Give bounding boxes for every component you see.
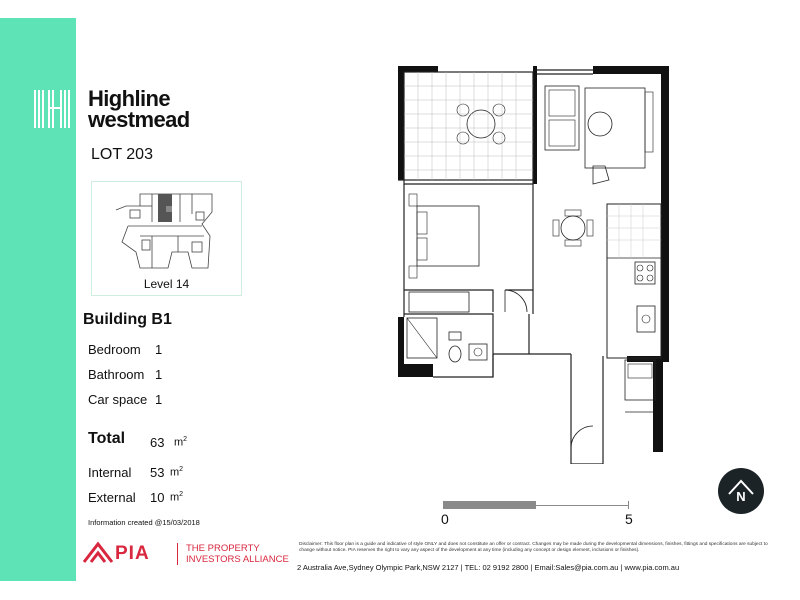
- area-external-unit: $m^2$: [170, 491, 184, 504]
- scale-end-label: 5: [625, 511, 633, 527]
- floor-plan: [395, 62, 670, 464]
- pia-divider: [177, 543, 178, 565]
- pia-house-icon: [82, 540, 114, 569]
- area-total-label: Total: [88, 430, 126, 447]
- area-total-unit: $m^2$: [174, 436, 188, 449]
- key-plan: [91, 181, 242, 296]
- spec-label-car-space: Car space: [88, 392, 148, 407]
- disclaimer: Disclaimer: This floor plan is a guide and indicative of style ONLY and does not constitute an offer or contract. Changes may be made during the developmental dimensions, finishes, fittings and specifications are subject to change without notice. PIA reserves the right to vary any aspect of the development at any time (including any concept or design element, inclusions or finishes).: [299, 542, 768, 553]
- building-name: Building B1: [83, 311, 172, 328]
- spec-value-bedroom: 1: [155, 342, 163, 357]
- area-total-value: 63: [150, 435, 165, 450]
- highline-logo-icon: [34, 90, 72, 128]
- north-letter: N: [736, 489, 746, 504]
- area-internal-unit: $m^2$: [170, 466, 184, 479]
- spec-label-bedroom: Bedroom: [88, 342, 141, 357]
- area-internal-label: Internal: [88, 465, 132, 480]
- pia-logo-text: PIA: [115, 543, 150, 564]
- scale-start-label: 0: [441, 511, 449, 527]
- information-created: Information created @15/03/2018: [88, 518, 200, 527]
- area-internal-value: 53: [150, 465, 165, 480]
- contact-details: 2 Australia Ave,Sydney Olympic Park,NSW 2127 | TEL: 02 9192 2800 | Email:Sales@pia.com.au | www.pia.com.au: [297, 563, 680, 572]
- area-external-value: 10: [150, 490, 165, 505]
- scale-bar: [443, 501, 629, 509]
- pia-tagline-line-2: INVESTORS ALLIANCE: [186, 554, 289, 565]
- brand-line-1: Highline: [88, 86, 170, 111]
- spec-value-car-space: 1: [155, 392, 163, 407]
- pia-tagline: [186, 543, 289, 565]
- spec-label-bathroom: Bathroom: [88, 367, 145, 382]
- key-plan-drawing: [92, 182, 241, 277]
- brand-name: [88, 88, 190, 130]
- north-arrow-icon: [718, 468, 764, 514]
- area-external-label: External: [88, 490, 136, 505]
- key-plan-level: Level 14: [143, 277, 190, 291]
- spec-value-bathroom: 1: [155, 367, 163, 382]
- brand-line-2: westmead: [88, 107, 190, 132]
- lot-number: LOT 203: [91, 146, 153, 163]
- pia-tagline-line-1: THE PROPERTY: [186, 543, 260, 554]
